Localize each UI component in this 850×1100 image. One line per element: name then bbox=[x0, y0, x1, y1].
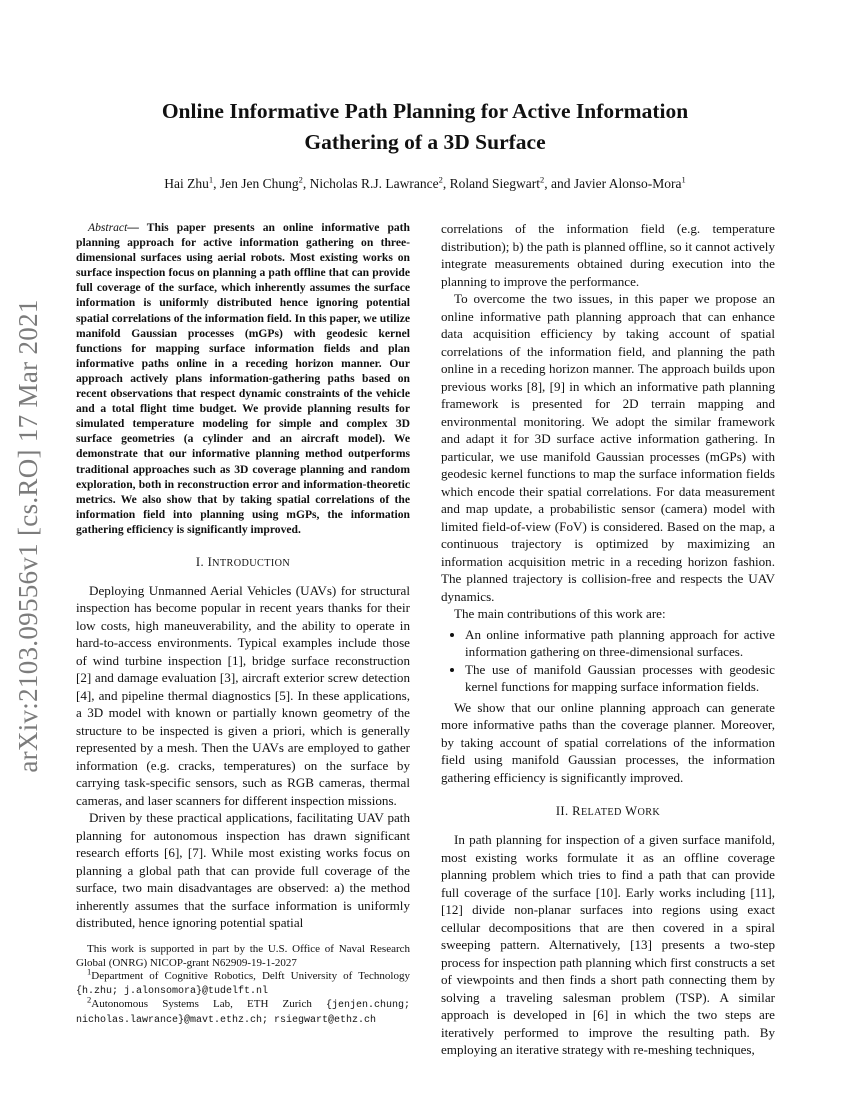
affiliation-mark: 1 bbox=[208, 174, 214, 185]
author-list: Hai Zhu$^1$, Jen Jen Chung$^2$, Nicholas R.J. Lawrance$^2$, Roland Siegwart$^2$, and Javier Alonso-Mora$^1$ bbox=[164, 174, 686, 191]
section-title-initial: I bbox=[207, 554, 213, 569]
left-column bbox=[76, 220, 410, 932]
author-name: Jen Jen Chung bbox=[219, 176, 299, 191]
footnote-mark: 2 bbox=[87, 994, 92, 1005]
email-addresses: {jenjen.chung; bbox=[325, 1000, 410, 1012]
section-heading-introduction bbox=[76, 554, 410, 572]
author-name: Hai Zhu bbox=[164, 176, 209, 191]
email-addresses: nicholas.lawrance}@mavt.ethz.ch; rsiegwart@ethz.ch bbox=[76, 1014, 377, 1026]
author-name: and Javier Alonso-Mora bbox=[550, 176, 682, 191]
right-column-body bbox=[441, 220, 775, 1059]
footnotes bbox=[76, 943, 410, 1028]
abstract-text: — This paper presents an online informative path planning approach for active information gathering on three-dimensional surfaces using aerial robots. Most existing works on surface inspection focus on planning a path offline that can provide full coverage of the surface, which inherently assumes the surface information is uniformly distributed hence ignoring potential spatial correlations of the information field. In this paper, we utilize manifold Gaussian processes (mGPs) with geodesic kernel functions for mapping surface information fields and plan informative paths online in a receding horizon manner. Our approach actively plans information-gathering paths based on recent observations that respect dynamic constraints of the vehicle and a total flight time budget. We provide planning results for simulated temperature modeling for simple and complex 3D surface geometries (a cylinder and an aircraft model). We demonstrate that our informative planning method outperforms traditional approaches such as 3D coverage planning and random exploration, both in reconstruction error and information-theoretic metrics. We also show that by taking spatial correlations of the information field into planning using mGPs, the information gathering efficiency is significantly improved. bbox=[76, 221, 410, 536]
paragraph: Driven by these practical applications, facilitating UAV path planning for autonomous inspection has drawn significant research efforts [6], [7]. While most existing works focus on planning a global path that can provide full coverage of the surface, two main disadvantages are observed: a) the method inherently assumes that the surface information is uniformly distributed, hence ignoring potential spatial bbox=[76, 810, 410, 931]
funding-note: This work is supported in part by the U.S. Office of Naval Research Global (ONRG) NICOP-grant N62909-19-1-2027 bbox=[76, 943, 410, 969]
section-title-rest: ELATED bbox=[580, 807, 622, 818]
right-column bbox=[441, 220, 775, 1059]
author-name: Nicholas R.J. Lawrance bbox=[309, 176, 439, 191]
affiliation-footnote-2 bbox=[76, 994, 410, 1027]
section-number: I. bbox=[195, 554, 204, 569]
introduction-body bbox=[76, 582, 410, 932]
footnote-text: Department of Cognitive Robotics, Delft University of Technology bbox=[91, 970, 410, 983]
section-title-initial: R bbox=[572, 804, 581, 818]
list-item: • The use of manifold Gaussian processes with geodesic kernel functions for mapping surface information fields. bbox=[465, 661, 775, 696]
affiliation-mark: 1 bbox=[681, 174, 686, 185]
section-number: II. bbox=[555, 804, 569, 818]
contributions-list bbox=[441, 626, 775, 696]
affiliation-footnote-1 bbox=[76, 966, 410, 998]
footnote-mark: 1 bbox=[87, 966, 92, 977]
paragraph: correlations of the information field (e.g. temperature distribution); b) the path is planned offline, so it cannot actively integrate measurements obtained during execution into the planning to improve the performance. bbox=[441, 221, 775, 289]
section-heading-related-work bbox=[441, 803, 775, 821]
paragraph: We show that our online planning approach can generate more informative paths than the coverage planner. Moreover, by taking account of spatial correlations of the information field using manifold Gaussian processes, the information gathering efficiency is significantly improved. bbox=[441, 699, 775, 785]
title-line-2: Gathering of a 3D Surface bbox=[304, 130, 546, 154]
email-addresses: {h.zhu; j.alonsomora}@tudelft.nl bbox=[76, 985, 269, 997]
paragraph: To overcome the two issues, in this paper we propose an online informative path planning approach that can enhance data acquisition efficiency by taking account of spatial correlations of the information field, and planning the path online in a receding horizon manner. The approach builds upon previous works [8], [9] in which an informative path planning framework is presented for 2D terrain mapping and environmental monitoring. We adopt the similar framework and adapt it for 3D surface active information gathering. In particular, we use manifold Gaussian processes (mGPs) with geodesic kernel functions to map the surface information fields which encode their spatial correlations. For data measurement and map update, a probabilistic sensor (camera) model with limited field-of-view (FoV) is considered. Based on the map, a continuous trajectory is optimized by maximizing an information acquisition metric in a receding horizon fashion. The planned trajectory is collision-free and respects the UAV dynamics. bbox=[441, 291, 775, 604]
paragraph: The main contributions of this work are: bbox=[454, 606, 666, 621]
section-title-initial: W bbox=[625, 804, 638, 818]
section-title-rest: NTRODUCTION bbox=[212, 557, 291, 569]
list-item: • An online informative path planning approach for active information gathering on three-dimensional surfaces. bbox=[465, 626, 775, 661]
paper-title bbox=[60, 96, 790, 158]
footnote-text: Autonomous Systems Lab, ETH Zurich bbox=[91, 998, 312, 1011]
abstract-label: Abstract bbox=[88, 221, 128, 234]
affiliation-mark: 2 bbox=[298, 174, 303, 185]
arxiv-identifier-stamp: arXiv:2103.09556v1 [cs.RO] 17 Mar 2021 bbox=[13, 299, 43, 773]
author-name: Roland Siegwart bbox=[449, 176, 540, 191]
paragraph: In path planning for inspection of a given surface manifold, most existing works formulate it as an offline coverage planning problem which tries to find a path that can provide full coverage of the surface [10]. Early works including [11], [12] divide non-planar surfaces into regions using exact cellular decompositions that are then covered in a spiral sweeping pattern. Alternatively, [13] presents a two-step process for inspection path planning which first constructs a set of viewpoints and then finds a short path connecting them by solving a traveling salesman problem (TSP). A similar approach is developed in [6] in which the two steps are iteratively performed to improve the resulting path. By employing an iterative strategy with re-meshing techniques, bbox=[441, 832, 775, 1057]
affiliation-mark: 2 bbox=[438, 174, 443, 185]
paragraph: Deploying Unmanned Aerial Vehicles (UAVs) for structural inspection has become popular in recent years thanks for their low costs, high maneuverability, and the ability to operate in hard-to-access environments. Typical examples include those of wind turbine inspection [1], bridge surface reconstruction [2] and damage evaluation [3], aircraft exterior screw detection [4], and pipeline thermal diagnostics [5]. In these applications, a 3D model with known or partially known geometry of the structure to be inspected is given a priori, which is generally represented by a mesh. Then the UAVs are employed to gather information (e.g. cracks, temperatures) on the surface by carrying task-specific sensors, such as RGB cameras, thermal cameras, and laser scanners for different inspection missions. bbox=[76, 582, 410, 808]
abstract bbox=[76, 220, 410, 537]
title-line-1: Online Informative Path Planning for Active Information bbox=[161, 99, 689, 123]
section-title-rest: ORK bbox=[637, 807, 661, 818]
affiliation-mark: 2 bbox=[539, 174, 545, 185]
